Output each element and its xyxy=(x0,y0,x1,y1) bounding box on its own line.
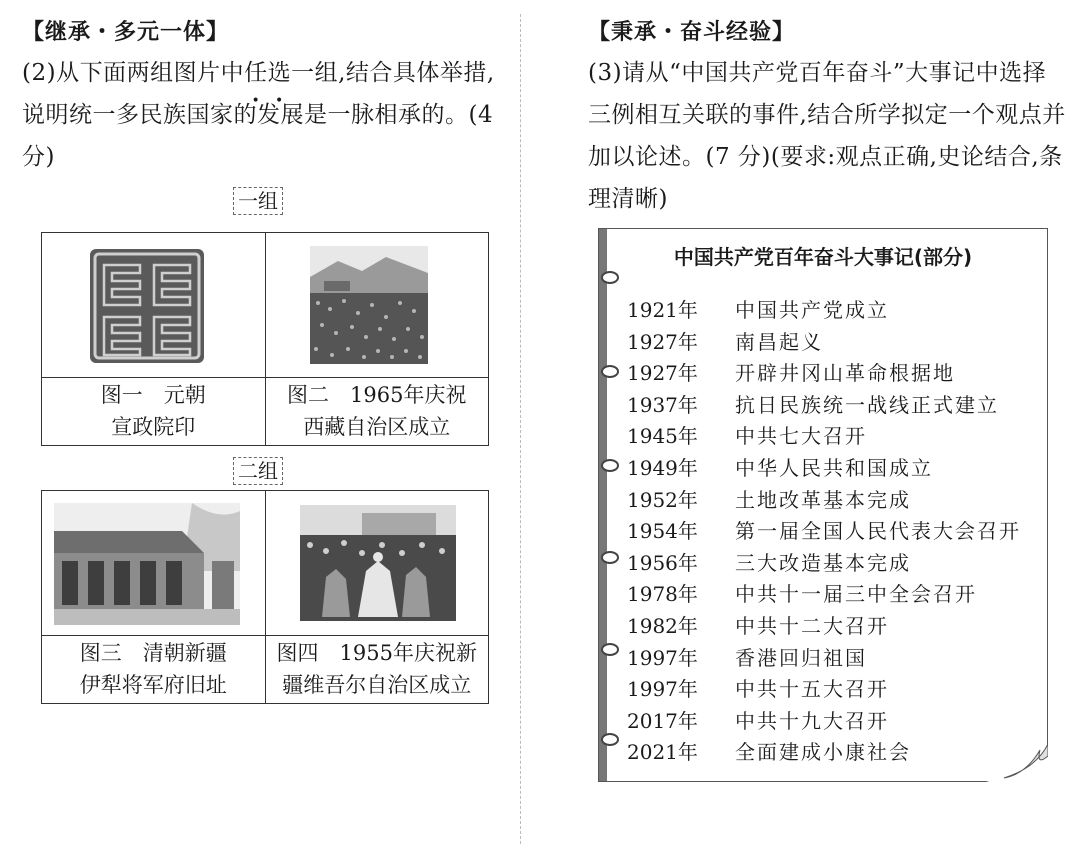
question-3: (3)请从“中国共产党百年奋斗”大事记中选择三例相互关联的事件,结合所学拟定一个观点并加以论述。(7 分)(要求:观点正确,史论结合,条理清晰) xyxy=(588,60,1066,212)
event-list xyxy=(627,295,1021,769)
event-year: 1982年 xyxy=(627,613,698,638)
yili-general-mansion-photo xyxy=(42,491,255,635)
question-2-pre: (2)从下面两组图片中 xyxy=(22,60,245,86)
event-year: 1945年 xyxy=(627,424,698,449)
figure-2-image xyxy=(266,233,489,378)
event-row xyxy=(627,485,1021,517)
event-text: 全面建成小康社会 xyxy=(735,740,911,765)
event-text: 开辟井冈山革命根据地 xyxy=(735,361,955,386)
event-text: 中华人民共和国成立 xyxy=(735,455,933,480)
figure-4-caption-line2: 疆维吾尔自治区成立 xyxy=(282,673,472,697)
binder-ring-5 xyxy=(601,643,619,656)
yuan-seal-image xyxy=(42,233,255,377)
event-text: 中共七大召开 xyxy=(735,424,867,449)
figure-4 xyxy=(265,491,489,703)
section-title-inherit: 【继承・多元一体】 xyxy=(22,20,230,45)
figure-4-caption xyxy=(266,637,489,703)
event-row xyxy=(627,453,1021,485)
figure-4-caption-line1: 图四 1955年庆祝新 xyxy=(276,641,477,665)
event-text: 第一届全国人民代表大会召开 xyxy=(735,519,1021,544)
card-spine xyxy=(599,229,607,781)
figure-4-image xyxy=(266,491,489,636)
group-2-figures xyxy=(41,490,489,704)
event-year: 1937年 xyxy=(627,392,698,417)
figure-2-caption-line2: 西藏自治区成立 xyxy=(303,415,451,439)
question-2-post: 一组,结合具体举措,说明统一多民族国家的发展是一脉相承的。(4 分) xyxy=(22,60,495,170)
figure-1-caption xyxy=(42,379,265,445)
figure-3-image xyxy=(42,491,265,636)
right-column xyxy=(588,16,1068,220)
timeline-title: 中国共产党百年奋斗大事记(部分) xyxy=(673,245,973,269)
event-row xyxy=(627,358,1021,390)
column-divider xyxy=(520,14,521,844)
event-year: 1978年 xyxy=(627,582,698,607)
event-year: 1954年 xyxy=(627,519,698,544)
figure-3-caption-line1: 图三 清朝新疆 xyxy=(79,641,227,665)
figure-1-caption-line1: 图一 元朝 xyxy=(100,383,206,407)
event-text: 香港回归祖国 xyxy=(735,645,867,670)
event-row xyxy=(627,548,1021,580)
event-row xyxy=(627,421,1021,453)
question-2 xyxy=(22,52,502,178)
figure-2-caption-line1: 图二 1965年庆祝 xyxy=(287,383,467,407)
event-row xyxy=(627,706,1021,738)
section-title-carry-forward: 【秉承・奋斗经验】 xyxy=(588,20,796,45)
event-year: 1927年 xyxy=(627,329,698,354)
xinjiang-celebration-photo xyxy=(266,491,498,635)
binder-ring-1 xyxy=(601,271,619,284)
event-year: 1921年 xyxy=(627,298,698,322)
event-text: 中国共产党成立 xyxy=(735,298,889,322)
event-year: 1927年 xyxy=(627,361,698,386)
figure-1 xyxy=(42,233,265,445)
binder-ring-4 xyxy=(601,551,619,564)
event-text: 南昌起义 xyxy=(735,329,823,354)
event-row xyxy=(627,643,1021,675)
event-text: 三大改造基本完成 xyxy=(735,550,911,575)
binder-ring-6 xyxy=(601,733,619,746)
tibet-celebration-photo xyxy=(266,233,498,377)
emphasis-char-1: 任 xyxy=(244,60,268,86)
timeline-card xyxy=(598,228,1048,782)
group-1-label: 一组 xyxy=(233,187,283,215)
event-text: 中共十二大召开 xyxy=(735,613,889,638)
event-text: 中共十五大召开 xyxy=(735,677,889,702)
event-row xyxy=(627,295,1021,327)
event-year: 1956年 xyxy=(627,550,698,575)
event-row xyxy=(627,611,1021,643)
event-text: 中共十九大召开 xyxy=(735,708,889,733)
event-row xyxy=(627,674,1021,706)
event-year: 1997年 xyxy=(627,677,698,702)
figure-3 xyxy=(42,491,265,703)
event-row xyxy=(627,327,1021,359)
event-text: 中共十一届三中全会召开 xyxy=(735,582,977,607)
figure-2-caption xyxy=(266,379,489,445)
figure-3-caption xyxy=(42,637,265,703)
figure-2 xyxy=(265,233,489,445)
figure-3-caption-line2: 伊犁将军府旧址 xyxy=(79,673,227,697)
event-text: 土地改革基本完成 xyxy=(735,487,911,512)
group-2-label: 二组 xyxy=(233,457,283,485)
event-row xyxy=(627,737,1021,769)
event-row xyxy=(627,390,1021,422)
emphasis-char-2: 选 xyxy=(267,60,292,86)
event-year: 1949年 xyxy=(627,455,698,480)
figure-1-caption-line2: 宣政院印 xyxy=(111,415,196,439)
event-year: 1997年 xyxy=(627,645,698,670)
left-column xyxy=(22,16,502,178)
binder-ring-3 xyxy=(601,459,619,472)
figure-1-image xyxy=(42,233,265,378)
event-year: 1952年 xyxy=(627,487,698,512)
binder-ring-2 xyxy=(601,365,619,378)
event-year: 2017年 xyxy=(627,708,698,733)
event-row xyxy=(627,579,1021,611)
group-1-figures xyxy=(41,232,489,446)
event-year: 2021年 xyxy=(627,740,698,765)
page-curl-corner xyxy=(986,744,1048,782)
event-row xyxy=(627,516,1021,548)
event-text: 抗日民族统一战线正式建立 xyxy=(735,392,999,417)
